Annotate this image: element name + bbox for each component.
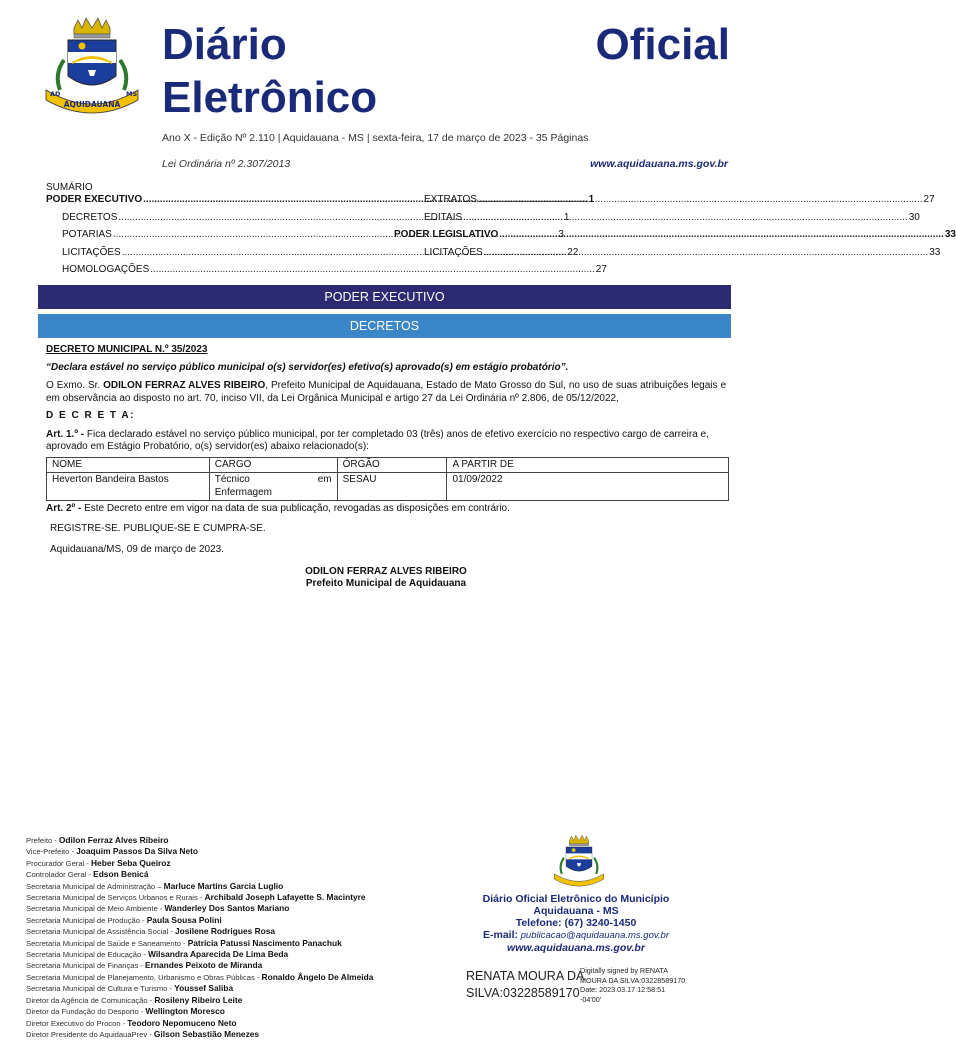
official-name: Wanderley Dos Santos Mariano bbox=[164, 903, 290, 914]
official-name: Rosileny Ribeiro Leite bbox=[154, 994, 243, 1005]
official-row bbox=[26, 1029, 373, 1040]
toc-label: DECRETOS bbox=[62, 211, 118, 223]
toc-item[interactable] bbox=[408, 211, 920, 230]
official-role: Secretaria Municipal de Produção - bbox=[26, 915, 147, 925]
article-1-label: Art. 1.º - bbox=[46, 428, 85, 440]
official-role: Secretaria Municipal de Administração – bbox=[26, 881, 164, 891]
cell-data: 01/09/2022 bbox=[447, 473, 729, 501]
title-line-diario: Diário bbox=[162, 20, 287, 69]
official-row bbox=[26, 926, 373, 937]
decreta-word: D E C R E T A bbox=[46, 410, 131, 421]
table-header-row bbox=[47, 457, 729, 473]
table-row bbox=[47, 473, 729, 501]
sumario bbox=[46, 182, 956, 275]
toc-page: 30 bbox=[908, 211, 920, 223]
official-name: Heber Seba Queiroz bbox=[91, 857, 171, 868]
toc-page: 1 bbox=[563, 211, 570, 223]
table-header-cell: CARGO bbox=[209, 457, 337, 473]
decreta-heading bbox=[46, 410, 726, 423]
cargo-part-a: Técnico bbox=[214, 474, 250, 485]
official-row bbox=[26, 972, 373, 983]
official-role: Secretaria Municipal de Cultura e Turismo - bbox=[26, 984, 175, 994]
sumario-title: SUMÁRIO bbox=[46, 182, 93, 193]
official-role: Secretaria Municipal de Assistência Social - bbox=[26, 927, 175, 937]
toc-page: 27 bbox=[923, 194, 935, 205]
cell-orgao: SESAU bbox=[337, 473, 447, 501]
toc-page: 33 bbox=[944, 229, 956, 240]
official-name: Patrícia Patussi Nascimento Panachuk bbox=[187, 937, 342, 948]
toc-page: 3 bbox=[558, 229, 564, 240]
official-row bbox=[26, 1018, 373, 1029]
journal-title-left bbox=[162, 18, 377, 124]
official-role: Diretor da Agência de Comunicação - bbox=[26, 995, 155, 1005]
official-name: Youssef Saliba bbox=[174, 983, 234, 994]
contact-email bbox=[460, 929, 692, 942]
official-name: Gilson Sebastião Menezes bbox=[153, 1028, 260, 1039]
official-row bbox=[26, 846, 373, 857]
official-role: Secretaria Municipal de Meio Ambiente - bbox=[26, 904, 165, 914]
cargo-part-b: em bbox=[317, 474, 332, 485]
toc-item[interactable] bbox=[408, 194, 935, 212]
journal-title-right: Oficial bbox=[595, 20, 730, 69]
official-role: Prefeito - bbox=[26, 836, 59, 845]
toc-label: PODER EXECUTIVO bbox=[46, 194, 143, 205]
toc-label: HOMOLOGAÇÕES bbox=[62, 264, 150, 275]
section-bar-poder-executivo: PODER EXECUTIVO bbox=[38, 285, 731, 309]
contact-website-link[interactable]: www.aquidauana.ms.gov.br bbox=[507, 942, 645, 954]
official-name: Josilene Rodrigues Rosa bbox=[175, 926, 276, 937]
official-row bbox=[26, 960, 373, 971]
official-row bbox=[26, 869, 373, 880]
cargo-part-c: Enfermagem bbox=[214, 486, 272, 498]
official-role: Secretaria Municipal de Educação - bbox=[26, 950, 148, 960]
official-row bbox=[26, 949, 373, 960]
official-row bbox=[26, 858, 373, 869]
signature-detail: Digitally signed by RENATA bbox=[580, 966, 669, 975]
official-name: Edson Benicá bbox=[93, 869, 149, 880]
article-1 bbox=[46, 429, 726, 454]
table-header-cell: ÓRGÃO bbox=[337, 457, 447, 473]
registre-line: REGISTRE-SE. PUBLIQUE-SE E CUMPRA-SE. bbox=[50, 522, 266, 534]
signature-detail: -04'00' bbox=[580, 994, 602, 1004]
decree-preamble bbox=[46, 380, 726, 405]
toc-page: 27 bbox=[595, 264, 607, 275]
toc-label: EXTRATOS bbox=[424, 194, 477, 205]
official-role: Secretaria Municipal de Planejamento, Urbanismo e Obras Públicas - bbox=[26, 972, 262, 982]
crest-banner-text: AQUIDAUANA bbox=[63, 100, 121, 109]
digital-signature[interactable] bbox=[466, 964, 712, 1006]
signature-name bbox=[466, 968, 584, 1002]
toc-label: EDITAIS bbox=[424, 211, 463, 223]
cell-nome: Heverton Bandeira Bastos bbox=[47, 473, 210, 501]
contact-phone: Telefone: (67) 3240-1450 bbox=[515, 917, 637, 929]
table-header-cell: NOME bbox=[47, 457, 210, 473]
signer-role: Prefeito Municipal de Aquidauana bbox=[305, 578, 467, 589]
article-1-text: Fica declarado estável no serviço público municipal, por ter completado 03 (três) anos de efetivo exercício no respectivo cargo de carreira e, aprovado em Estágio Probatório, o(s) servidor(es) abaixo relacionado(s): bbox=[46, 428, 709, 452]
signer-name: ODILON FERRAZ ALVES RIBEIRO bbox=[305, 565, 467, 577]
toc-item[interactable] bbox=[46, 264, 607, 282]
official-row bbox=[26, 915, 373, 926]
official-row bbox=[26, 835, 373, 846]
local-date: Aquidauana/MS, 09 de março de 2023. bbox=[50, 544, 225, 555]
lei-ordinaria: Lei Ordinária nº 2.307/2013 bbox=[162, 158, 291, 170]
email-link[interactable]: publicacao@aquidauana.ms.gov.br bbox=[518, 930, 670, 941]
signature-name-line2: SILVA:03228589170 bbox=[466, 986, 580, 1000]
official-row bbox=[26, 903, 373, 914]
decree-content bbox=[46, 344, 726, 591]
municipal-crest-logo bbox=[38, 14, 146, 122]
signature-detail: Date: 2023.03.17 12:58:51 bbox=[580, 985, 666, 995]
signature-name-line1: RENATA MOURA DA bbox=[466, 969, 585, 983]
preamble-start: O Exmo. Sr. bbox=[46, 380, 104, 391]
officials-list bbox=[26, 835, 373, 1040]
cell-cargo bbox=[209, 473, 337, 501]
official-role: Vice-Prefeito - bbox=[26, 847, 77, 857]
official-role: Diretor Presidente do AquidauaPrev - bbox=[26, 1029, 154, 1039]
toc-item[interactable] bbox=[46, 246, 579, 265]
toc-item[interactable] bbox=[394, 229, 956, 247]
decree-ementa: “Declara estável no serviço público municipal o(s) servidor(es) efetivo(s) aprovado(s) em estágio probatório”. bbox=[46, 361, 569, 373]
preamble-rest: , Prefeito Municipal de Aquidauana, Estado de Mato Grosso do Sul, no uso de suas atribuições legais e em observância ao disposto no art. 70, inciso VII, da Lei Orgânica Municipal e artigo 27 da Lei Ordinária nº 2.806, de 05/12/2022, bbox=[46, 380, 727, 404]
official-name: Ernandes Peixoto de Miranda bbox=[145, 960, 263, 971]
official-name: Joaquim Passos Da Silva Neto bbox=[76, 846, 199, 857]
toc-label: POTARIAS bbox=[62, 229, 112, 240]
official-row bbox=[26, 1006, 373, 1017]
official-row bbox=[26, 983, 373, 994]
official-name: Marluce Martins Garcia Luglio bbox=[163, 880, 284, 891]
official-name: Paula Sousa Polini bbox=[146, 914, 222, 925]
website-link[interactable]: www.aquidauana.ms.gov.br bbox=[590, 158, 728, 170]
crest-side-right: MS bbox=[126, 90, 138, 98]
preamble-name: ODILON FERRAZ ALVES RIBEIRO bbox=[103, 380, 266, 391]
article-2 bbox=[46, 503, 726, 516]
official-row bbox=[26, 938, 373, 949]
toc-label: LICITAÇÕES bbox=[62, 246, 121, 258]
edition-line: Ano X - Edição Nº 2.110 | Aquidauana - MS | sexta-feira, 17 de março de 2023 - 35 Páginas bbox=[162, 132, 589, 144]
official-role: Diretor da Fundação do Desporto - bbox=[26, 1007, 146, 1017]
table-header-cell: A PARTIR DE bbox=[447, 457, 729, 473]
official-role: Secretaria Municipal de Saúde e Saneamento - bbox=[26, 938, 188, 948]
title-line-eletronico: Eletrônico bbox=[162, 73, 378, 122]
email-label: E-mail: bbox=[482, 929, 518, 941]
official-row bbox=[26, 892, 373, 903]
toc-label: PODER LEGISLATIVO bbox=[394, 229, 499, 240]
official-name: Teodoro Nepomuceno Neto bbox=[127, 1017, 237, 1028]
official-role: Diretor Executivo do Procon - bbox=[26, 1018, 128, 1028]
contact-title: Diário Oficial Eletrônico do Município bbox=[482, 893, 670, 905]
toc-page: 22 bbox=[567, 246, 579, 258]
article-2-text: Este Decreto entre em vigor na data de sua publicação, revogadas as disposições em contrário. bbox=[81, 503, 510, 514]
official-row bbox=[26, 881, 373, 892]
official-name: Odilon Ferraz Alves Ribeiro bbox=[58, 835, 169, 845]
contact-block bbox=[460, 893, 692, 954]
contact-city: Aquidauana - MS bbox=[533, 905, 619, 917]
crest-side-left: AD bbox=[50, 90, 61, 98]
official-name: Wellington Moresco bbox=[145, 1006, 225, 1017]
official-row bbox=[26, 995, 373, 1006]
signature-details bbox=[580, 966, 685, 1004]
toc-page: 1 bbox=[588, 194, 595, 205]
servidores-table bbox=[46, 457, 729, 502]
official-name: Ronaldo Ângelo De Almeida bbox=[261, 971, 374, 982]
article-2-label: Art. 2º - bbox=[46, 503, 82, 514]
toc-label: LICITAÇÕES bbox=[424, 246, 483, 258]
toc-item[interactable] bbox=[408, 246, 941, 265]
signer-block bbox=[46, 566, 726, 591]
toc-page: 33 bbox=[929, 246, 941, 258]
municipal-crest-small-logo bbox=[541, 833, 617, 891]
decreta-colon: : bbox=[130, 410, 135, 421]
official-role: Procurador Geral - bbox=[26, 858, 91, 868]
official-role: Controlador Geral - bbox=[26, 870, 94, 880]
decree-title: DECRETO MUNICIPAL N.º 35/2023 bbox=[46, 344, 208, 355]
section-bar-decretos: DECRETOS bbox=[38, 314, 731, 338]
official-name: Archibald Joseph Lafayette S. Macintyre bbox=[204, 892, 366, 903]
official-role: Secretaria Municipal de Finanças - bbox=[26, 961, 146, 971]
official-name: Wilsandra Aparecida De Lima Beda bbox=[148, 949, 289, 960]
toc-right-column bbox=[394, 194, 956, 264]
official-role: Secretaria Municipal de Serviços Urbanos e Rurais - bbox=[26, 893, 205, 903]
signature-detail: MOURA DA SILVA:03228589170 bbox=[580, 975, 686, 985]
